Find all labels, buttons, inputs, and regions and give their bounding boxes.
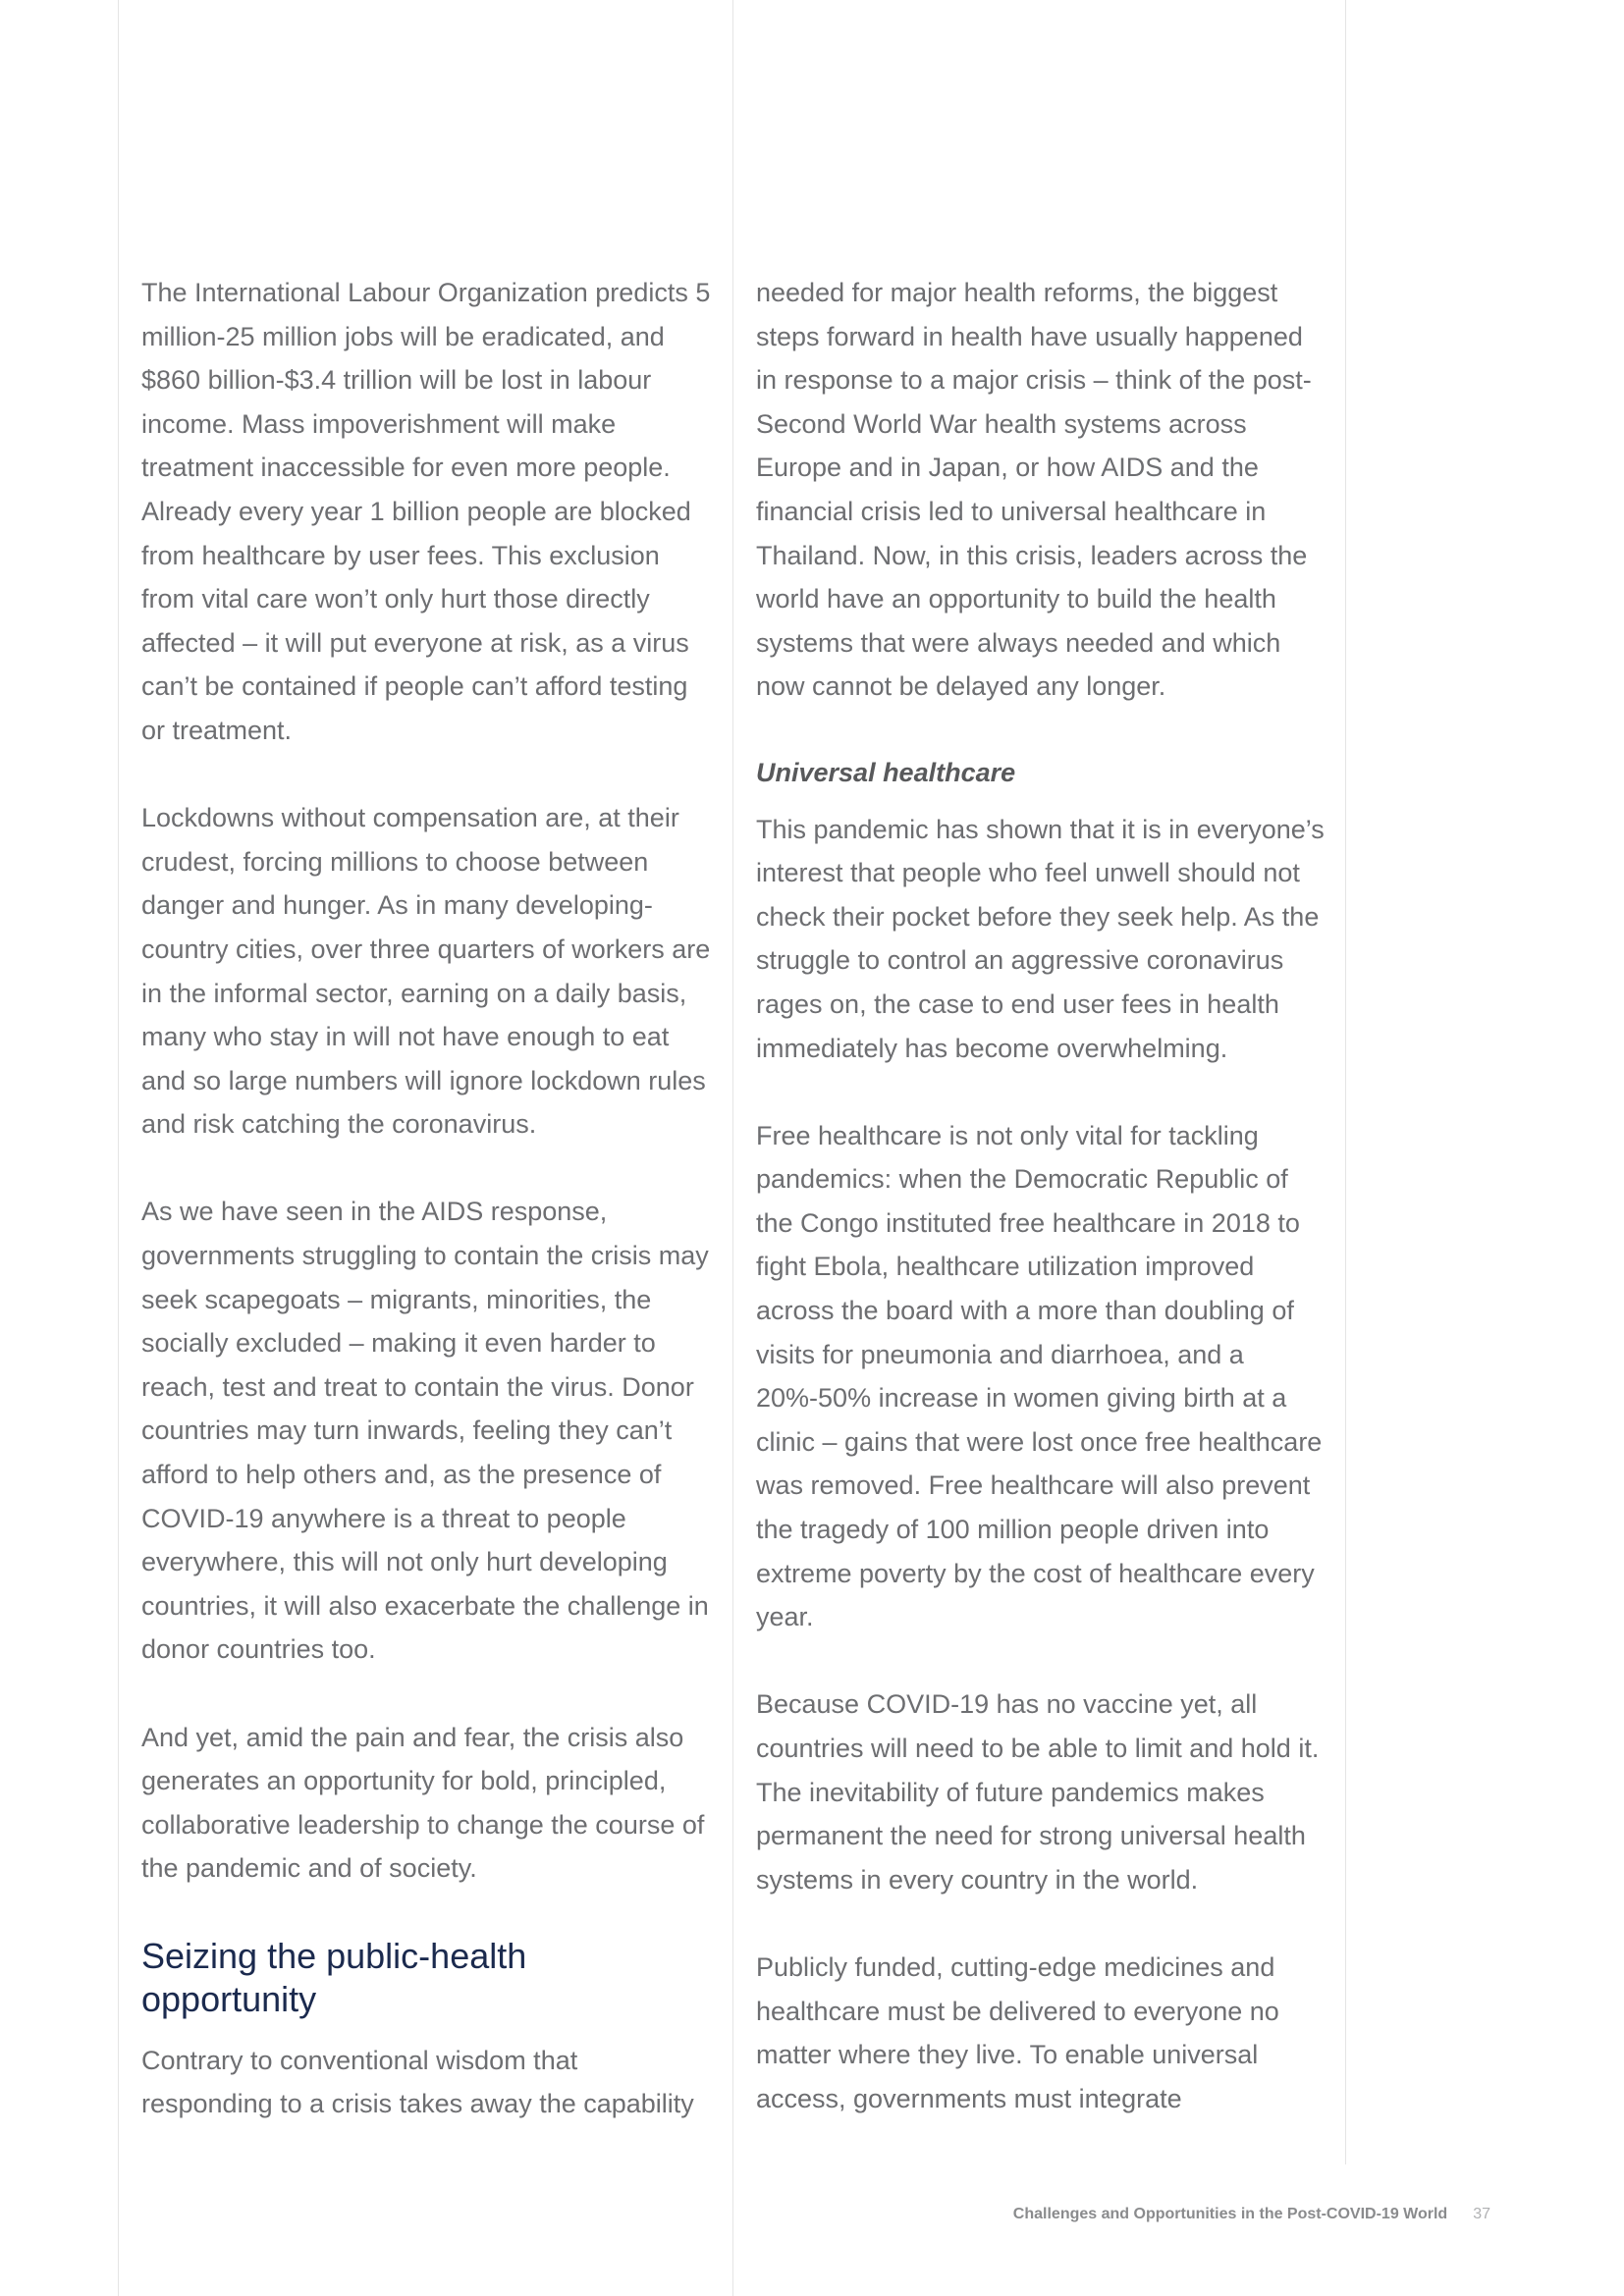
right-column (756, 271, 1326, 2120)
subheading-universal-healthcare: Universal healthcare (756, 757, 1016, 787)
right-paragraph-vaccine: Because COVID-19 has no vaccine yet, all countries will need to be able to limit and hold it. The inevitability of future pandemics makes permanent the need for strong universal health systems in every country in the world. (756, 1689, 1320, 1895)
section-heading: Seizing the public-health opportunity (141, 1935, 527, 2019)
left-paragraph-ilo: The International Labour Organization predicts 5 million-25 million jobs will be eradicated, and $860 billion-$3.4 trillion will be lost in labour income. Mass impoverishment will make treatment inaccessible for even more people. Already every year 1 billion people are blocked from healthcare by user fees. This exclusion from vital care won’t only hurt those directly affected – it will put everyone at risk, as a virus can’t be contained if people can’t afford testing or treatment. (141, 278, 711, 745)
column-divider-rule (732, 0, 733, 2296)
right-paragraph-pandemic: This pandemic has shown that it is in everyone’s interest that people who feel unwell should not check their pocket before they seek help. As the struggle to control an aggressive coronavirus rages on, the case to end user fees in health immediately has become overwhelming. (756, 814, 1325, 1063)
left-margin-rule (118, 0, 119, 2296)
right-paragraph-publicly-funded: Publicly funded, cutting-edge medicines and healthcare must be delivered to everyone no matter where they live. To enable universal access, governments must integrate (756, 1951, 1279, 2113)
left-paragraph-lockdowns: Lockdowns without compensation are, at their crudest, forcing millions to choose between danger and hunger. As in many developing-country cities, over three quarters of workers are in the informal sector, earning on a daily basis, many who stay in will not have enough to eat and so large numbers will ignore lockdown rules and risk catching the coronavirus. (141, 803, 711, 1140)
right-paragraph-health-reforms: needed for major health reforms, the biggest steps forward in health have usually happened in response to a major crisis – think of the post-Second World War health systems across Europe and in Japan, or how AIDS and the financial crisis led to universal healthcare in Thailand. Now, in this crisis, leaders across the world have an opportunity to build the health systems that were always needed and which now cannot be delayed any longer. (756, 278, 1312, 702)
left-column (141, 271, 711, 2126)
left-paragraph-aids-response: As we have seen in the AIDS response, governments struggling to contain the crisis may seek scapegoats – migrants, minorities, the socially excluded – making it even harder to reach, test and treat to contain the virus. Donor countries may turn inwards, feeling they can’t afford to help others and, as the presence of COVID-19 anywhere is a threat to people everywhere, this will not only hurt developing countries, it will also exacerbate the challenge in donor countries too. (141, 1197, 709, 1665)
left-paragraph-opportunity: And yet, amid the pain and fear, the crisis also generates an opportunity for bold, principled, collaborative leadership to change the course of the pandemic and of society. (141, 1722, 705, 1884)
left-paragraph-conventional-wisdom: Contrary to conventional wisdom that responding to a crisis takes away the capability (141, 2045, 694, 2119)
right-paragraph-free-healthcare: Free healthcare is not only vital for tackling pandemics: when the Democratic Republic of the Congo instituted free healthcare in 2018 to fight Ebola, healthcare utilization improved across the board with a more than doubling of visits for pneumonia and diarrhoea, and a 20%-50% increase in women giving birth at a clinic – gains that were lost once free healthcare was removed. Free healthcare will also prevent the tragedy of 100 million people driven into extreme poverty by the cost of healthcare every year. (756, 1120, 1323, 1632)
right-margin-rule (1345, 0, 1346, 2164)
footer-title: Challenges and Opportunities in the Post-COVID-19 World (1012, 2206, 1448, 2222)
page-number: 37 (1473, 2206, 1490, 2222)
page-footer (1013, 2205, 1490, 2224)
